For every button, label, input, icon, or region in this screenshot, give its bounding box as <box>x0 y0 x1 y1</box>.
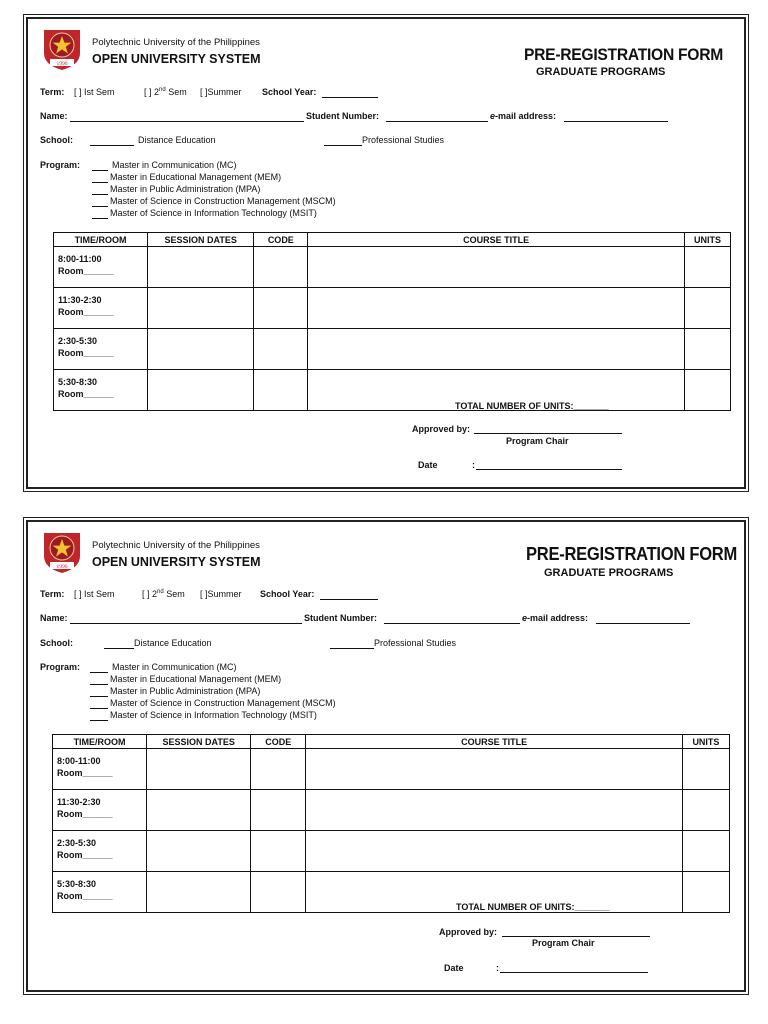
course-title-cell[interactable] <box>308 329 685 370</box>
col-header-course-title: COURSE TITLE <box>308 233 685 247</box>
approved-by-label: Approved by: <box>412 424 471 434</box>
email-field[interactable] <box>596 623 690 624</box>
school-year-field[interactable] <box>322 97 378 98</box>
program-label: Program: <box>40 160 81 170</box>
units-cell[interactable] <box>682 872 729 913</box>
email-label: e-mail address: <box>522 613 589 623</box>
pup-seal-icon <box>40 530 84 574</box>
time-room-cell: 11:30-2:30 Room______ <box>53 790 147 831</box>
session-dates-cell[interactable] <box>148 247 254 288</box>
course-title-cell[interactable] <box>308 288 685 329</box>
date-label: Date <box>444 963 464 973</box>
program-option-blank[interactable] <box>90 720 108 721</box>
time-room-cell: 2:30-5:30 Room______ <box>53 831 147 872</box>
system-name: OPEN UNIVERSITY SYSTEM <box>92 52 261 66</box>
table-row <box>54 288 731 329</box>
distance-education-blank[interactable] <box>90 145 134 146</box>
svg-text:1990: 1990 <box>56 60 68 67</box>
professional-studies-blank[interactable] <box>324 145 362 146</box>
table-row <box>53 749 730 790</box>
program-chair-label: Program Chair <box>506 436 569 446</box>
student-number-field[interactable] <box>384 623 520 624</box>
units-cell[interactable] <box>682 831 729 872</box>
schedule-table <box>52 734 730 913</box>
course-title-cell[interactable] <box>306 831 683 872</box>
units-cell[interactable] <box>684 329 730 370</box>
term-first-sem[interactable]: [ ] Ist Sem <box>74 589 115 599</box>
name-label: Name: <box>40 111 68 121</box>
time-room-cell: 11:30-2:30 Room______ <box>54 288 148 329</box>
session-dates-cell[interactable] <box>148 329 254 370</box>
col-header-units: UNITS <box>682 735 729 749</box>
university-name: Polytechnic University of the Philippines <box>92 540 260 551</box>
schedule-header-row <box>53 735 730 749</box>
program-option-blank[interactable] <box>92 218 108 219</box>
student-number-label: Student Number: <box>304 613 377 623</box>
time-room-cell: 2:30-5:30 Room______ <box>54 329 148 370</box>
school-label: School: <box>40 638 73 648</box>
col-header-session-dates: SESSION DATES <box>147 735 251 749</box>
code-cell[interactable] <box>251 872 306 913</box>
program-option-blank[interactable] <box>90 708 108 709</box>
pup-seal-icon <box>40 27 84 71</box>
course-title-cell[interactable] <box>306 790 683 831</box>
form-subtitle: GRADUATE PROGRAMS <box>536 66 666 78</box>
session-dates-cell[interactable] <box>147 749 251 790</box>
session-dates-cell[interactable] <box>147 790 251 831</box>
term-label: Term: <box>40 589 65 599</box>
term-label: Term: <box>40 87 65 97</box>
time-room-cell: 5:30-8:30 Room______ <box>54 370 148 411</box>
program-option: Master in Public Administration (MPA) <box>110 184 261 194</box>
schedule-table <box>53 232 731 411</box>
program-option-blank[interactable] <box>92 182 108 183</box>
col-header-course-title: COURSE TITLE <box>306 735 683 749</box>
form-title: PRE-REGISTRATION FORM <box>524 45 723 64</box>
program-option: Master in Communication (MC) <box>112 160 237 170</box>
distance-education-label: Distance Education <box>138 135 216 145</box>
program-option: Master of Science in Information Technology (MSIT) <box>110 710 317 720</box>
total-units-label: TOTAL NUMBER OF UNITS:_______ <box>455 401 609 411</box>
time-room-cell: 8:00-11:00 Room______ <box>54 247 148 288</box>
units-cell[interactable] <box>684 370 730 411</box>
code-cell[interactable] <box>254 329 308 370</box>
school-year-field[interactable] <box>320 599 378 600</box>
term-second-sem[interactable]: [ ] 2nd Sem <box>144 87 187 97</box>
date-colon: : <box>496 963 499 973</box>
session-dates-cell[interactable] <box>148 370 254 411</box>
name-field[interactable] <box>70 623 302 624</box>
school-year-label: School Year: <box>260 589 315 599</box>
approved-by-field[interactable] <box>502 936 650 937</box>
col-header-code: CODE <box>254 233 308 247</box>
email-label: e-mail address: <box>490 111 557 121</box>
name-label: Name: <box>40 613 68 623</box>
schedule-header-row <box>54 233 731 247</box>
col-header-time-room: TIME/ROOM <box>54 233 148 247</box>
session-dates-cell[interactable] <box>148 288 254 329</box>
total-units-label: TOTAL NUMBER OF UNITS:_______ <box>456 902 610 912</box>
code-cell[interactable] <box>254 288 308 329</box>
professional-studies-blank[interactable] <box>330 648 374 649</box>
time-room-cell: 5:30-8:30 Room______ <box>53 872 147 913</box>
form-subtitle: GRADUATE PROGRAMS <box>544 567 674 579</box>
session-dates-cell[interactable] <box>147 831 251 872</box>
code-cell[interactable] <box>254 370 308 411</box>
program-option-blank[interactable] <box>92 194 108 195</box>
code-cell[interactable] <box>251 790 306 831</box>
term-second-sem[interactable]: [ ] 2nd Sem <box>142 589 185 599</box>
table-row <box>54 329 731 370</box>
date-field[interactable] <box>476 469 622 470</box>
program-option-blank[interactable] <box>90 672 108 673</box>
pre-registration-form-1 <box>26 17 746 489</box>
program-option-blank[interactable] <box>90 696 108 697</box>
pre-registration-form-2 <box>26 520 746 992</box>
program-option: Master of Science in Construction Management (MSCM) <box>110 698 336 708</box>
program-option: Master of Science in Construction Management (MSCM) <box>110 196 336 206</box>
code-cell[interactable] <box>251 749 306 790</box>
approved-by-field[interactable] <box>474 433 622 434</box>
form-title: PRE-REGISTRATION FORM <box>526 544 738 564</box>
table-row <box>53 872 730 913</box>
svg-text:1990: 1990 <box>56 563 68 570</box>
student-number-label: Student Number: <box>306 111 379 121</box>
date-colon: : <box>472 460 475 470</box>
program-option: Master in Public Administration (MPA) <box>110 686 261 696</box>
date-label: Date <box>418 460 438 470</box>
system-name: OPEN UNIVERSITY SYSTEM <box>92 555 261 569</box>
date-field[interactable] <box>500 972 648 973</box>
col-header-session-dates: SESSION DATES <box>148 233 254 247</box>
program-option: Master in Educational Management (MEM) <box>110 674 282 684</box>
code-cell[interactable] <box>254 247 308 288</box>
units-cell[interactable] <box>684 288 730 329</box>
units-cell[interactable] <box>684 247 730 288</box>
table-row <box>53 790 730 831</box>
table-row <box>53 831 730 872</box>
professional-studies-label: Professional Studies <box>374 638 457 648</box>
term-summer[interactable]: [ ]Summer <box>200 589 242 599</box>
col-header-units: UNITS <box>684 233 730 247</box>
code-cell[interactable] <box>251 831 306 872</box>
col-header-time-room: TIME/ROOM <box>53 735 147 749</box>
approved-by-label: Approved by: <box>439 927 498 937</box>
col-header-code: CODE <box>251 735 306 749</box>
program-label: Program: <box>40 662 81 672</box>
program-option-blank[interactable] <box>90 684 108 685</box>
distance-education-label: Distance Education <box>134 638 212 648</box>
school-year-label: School Year: <box>262 87 317 97</box>
course-title-cell[interactable] <box>306 749 683 790</box>
distance-education-blank[interactable] <box>104 648 134 649</box>
term-first-sem[interactable]: [ ] Ist Sem <box>74 87 115 97</box>
term-summer[interactable]: [ ]Summer <box>200 87 242 97</box>
professional-studies-label: Professional Studies <box>362 135 445 145</box>
course-title-cell[interactable] <box>308 247 685 288</box>
school-label: School: <box>40 135 73 145</box>
table-row <box>54 370 731 411</box>
units-cell[interactable] <box>682 749 729 790</box>
email-field[interactable] <box>564 121 668 122</box>
program-option-blank[interactable] <box>92 206 108 207</box>
student-number-field[interactable] <box>386 121 488 122</box>
units-cell[interactable] <box>682 790 729 831</box>
session-dates-cell[interactable] <box>147 872 251 913</box>
program-option-blank[interactable] <box>92 170 108 171</box>
program-option: Master of Science in Information Technology (MSIT) <box>110 208 317 218</box>
time-room-cell: 8:00-11:00 Room______ <box>53 749 147 790</box>
table-row <box>54 247 731 288</box>
name-field[interactable] <box>70 121 304 122</box>
program-chair-label: Program Chair <box>532 938 595 948</box>
university-name: Polytechnic University of the Philippines <box>92 37 260 48</box>
program-option: Master in Communication (MC) <box>112 662 237 672</box>
program-option: Master in Educational Management (MEM) <box>110 172 282 182</box>
